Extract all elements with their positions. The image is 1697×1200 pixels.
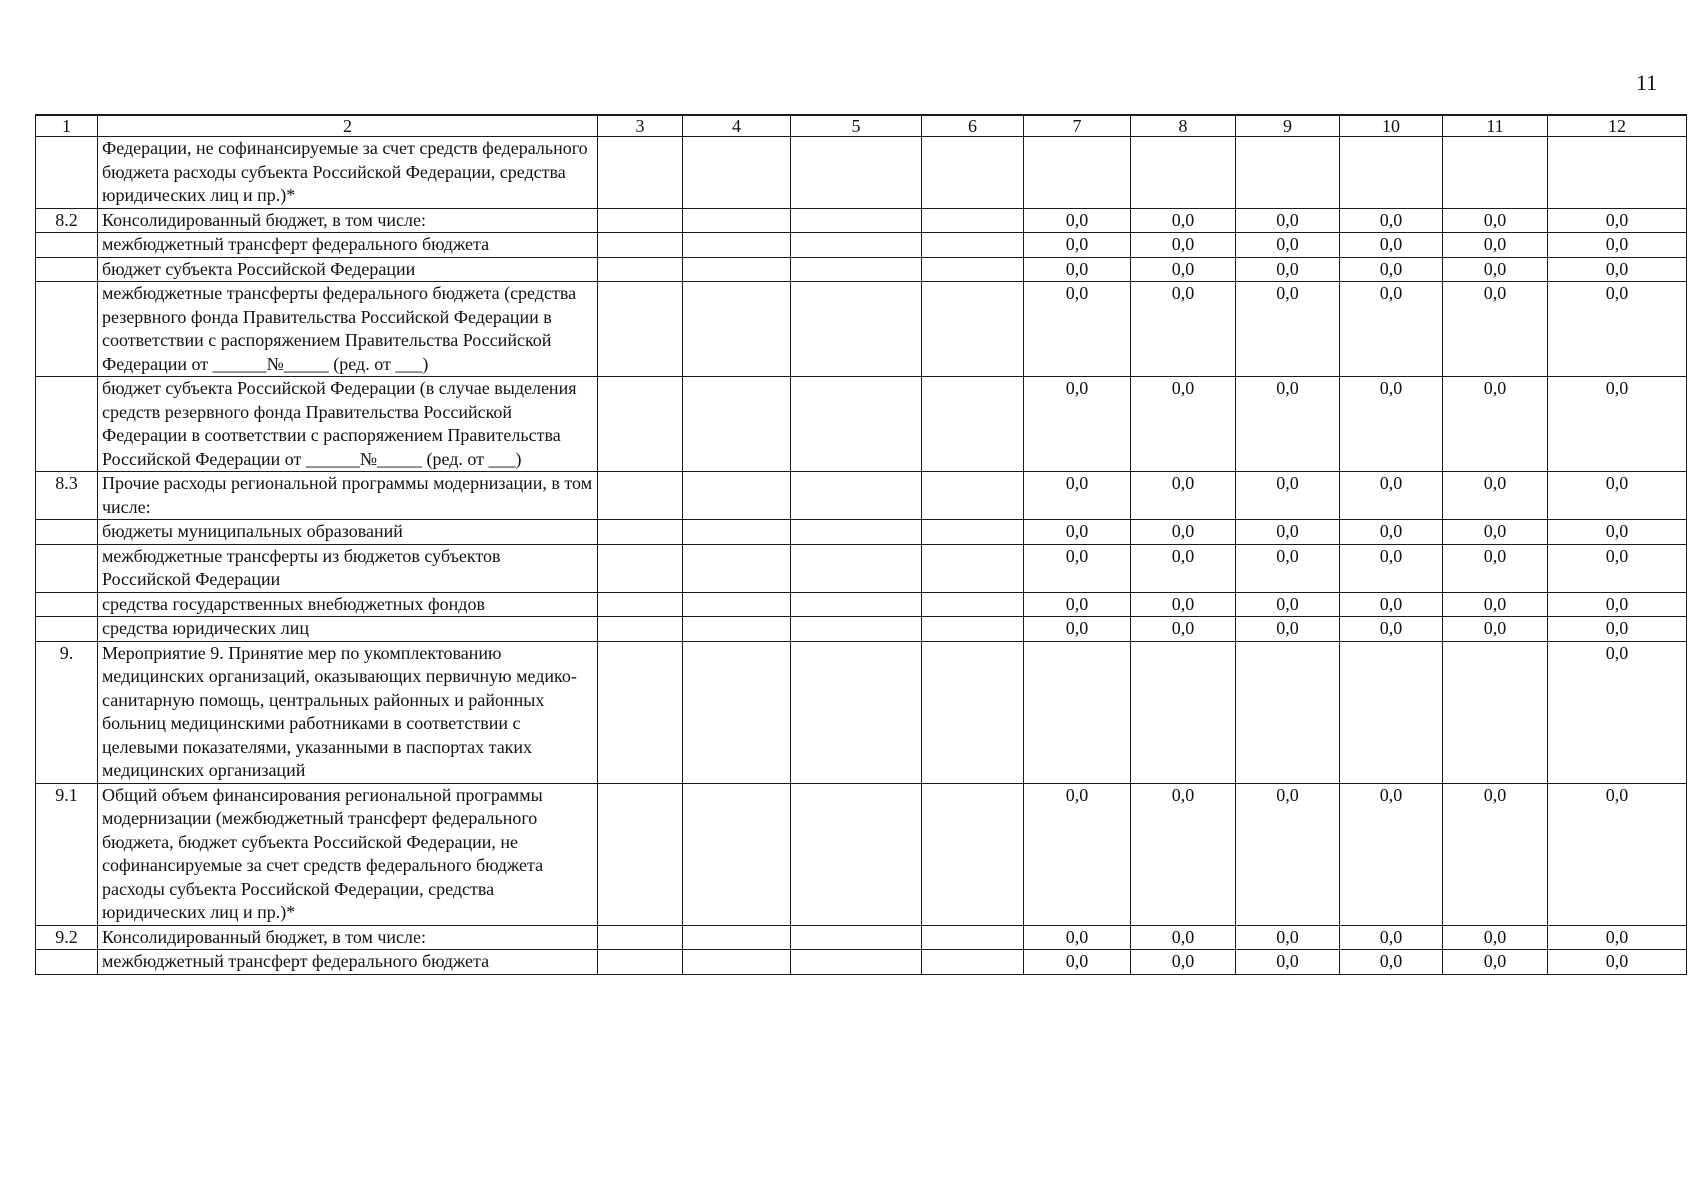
row-description: Консолидированный бюджет, в том числе: xyxy=(98,208,598,233)
table-row xyxy=(36,544,1687,592)
value-cell-col-10: 0,0 xyxy=(1340,925,1443,950)
value-cell-col-9: 0,0 xyxy=(1236,520,1340,545)
table-row xyxy=(36,208,1687,233)
value-cell-col-12 xyxy=(1548,137,1687,209)
value-cell-col-12: 0,0 xyxy=(1548,377,1687,472)
value-cell-col-5 xyxy=(791,282,922,377)
value-cell-col-4 xyxy=(683,950,791,975)
row-description: межбюджетные трансферты из бюджетов субъектов Российской Федерации xyxy=(98,544,598,592)
value-cell-col-8: 0,0 xyxy=(1131,208,1236,233)
value-cell-col-11: 0,0 xyxy=(1443,233,1548,258)
row-description: бюджет субъекта Российской Федерации (в случае выделения средств резервного фонда Правительства Российской Федерации в соответствии с распоряжением Правительства Российской Федерации от ______№_____ (ред. от ___) xyxy=(98,377,598,472)
value-cell-col-7: 0,0 xyxy=(1024,592,1131,617)
table-row xyxy=(36,520,1687,545)
value-cell-col-10: 0,0 xyxy=(1340,282,1443,377)
value-cell-col-9 xyxy=(1236,641,1340,783)
column-header-11: 11 xyxy=(1443,115,1548,137)
value-cell-col-5 xyxy=(791,592,922,617)
value-cell-col-7: 0,0 xyxy=(1024,472,1131,520)
value-cell-col-11: 0,0 xyxy=(1443,208,1548,233)
value-cell-col-8 xyxy=(1131,137,1236,209)
column-header-8: 8 xyxy=(1131,115,1236,137)
value-cell-col-6 xyxy=(922,950,1024,975)
value-cell-col-5 xyxy=(791,520,922,545)
row-description: межбюджетный трансферт федерального бюджета xyxy=(98,950,598,975)
table-row xyxy=(36,377,1687,472)
value-cell-col-5 xyxy=(791,472,922,520)
value-cell-col-8: 0,0 xyxy=(1131,377,1236,472)
value-cell-col-10: 0,0 xyxy=(1340,208,1443,233)
row-number: 8.3 xyxy=(36,472,98,520)
column-header-3: 3 xyxy=(598,115,683,137)
row-description: бюджеты муниципальных образований xyxy=(98,520,598,545)
value-cell-col-12: 0,0 xyxy=(1548,472,1687,520)
value-cell-col-6 xyxy=(922,137,1024,209)
row-number: 9. xyxy=(36,641,98,783)
row-number xyxy=(36,950,98,975)
value-cell-col-3 xyxy=(598,617,683,642)
value-cell-col-8: 0,0 xyxy=(1131,592,1236,617)
value-cell-col-12: 0,0 xyxy=(1548,783,1687,925)
value-cell-col-4 xyxy=(683,257,791,282)
table-row xyxy=(36,282,1687,377)
column-header-6: 6 xyxy=(922,115,1024,137)
value-cell-col-12: 0,0 xyxy=(1548,950,1687,975)
value-cell-col-9: 0,0 xyxy=(1236,208,1340,233)
value-cell-col-7: 0,0 xyxy=(1024,233,1131,258)
column-header-1: 1 xyxy=(36,115,98,137)
row-description: средства государственных внебюджетных фондов xyxy=(98,592,598,617)
column-header-12: 12 xyxy=(1548,115,1687,137)
table-row xyxy=(36,257,1687,282)
value-cell-col-3 xyxy=(598,520,683,545)
value-cell-col-6 xyxy=(922,472,1024,520)
value-cell-col-6 xyxy=(922,282,1024,377)
value-cell-col-12: 0,0 xyxy=(1548,641,1687,783)
value-cell-col-12: 0,0 xyxy=(1548,520,1687,545)
value-cell-col-11: 0,0 xyxy=(1443,950,1548,975)
value-cell-col-11: 0,0 xyxy=(1443,472,1548,520)
value-cell-col-11: 0,0 xyxy=(1443,520,1548,545)
row-number xyxy=(36,377,98,472)
value-cell-col-8 xyxy=(1131,641,1236,783)
value-cell-col-10 xyxy=(1340,641,1443,783)
value-cell-col-9: 0,0 xyxy=(1236,783,1340,925)
value-cell-col-3 xyxy=(598,208,683,233)
value-cell-col-11 xyxy=(1443,641,1548,783)
value-cell-col-11: 0,0 xyxy=(1443,377,1548,472)
value-cell-col-6 xyxy=(922,208,1024,233)
value-cell-col-3 xyxy=(598,377,683,472)
value-cell-col-9: 0,0 xyxy=(1236,617,1340,642)
value-cell-col-7: 0,0 xyxy=(1024,282,1131,377)
value-cell-col-3 xyxy=(598,257,683,282)
value-cell-col-4 xyxy=(683,137,791,209)
value-cell-col-4 xyxy=(683,208,791,233)
table-row xyxy=(36,617,1687,642)
value-cell-col-4 xyxy=(683,925,791,950)
value-cell-col-12: 0,0 xyxy=(1548,617,1687,642)
value-cell-col-9: 0,0 xyxy=(1236,233,1340,258)
value-cell-col-9: 0,0 xyxy=(1236,257,1340,282)
value-cell-col-5 xyxy=(791,544,922,592)
row-number xyxy=(36,520,98,545)
value-cell-col-12: 0,0 xyxy=(1548,925,1687,950)
value-cell-col-9: 0,0 xyxy=(1236,950,1340,975)
row-description: Консолидированный бюджет, в том числе: xyxy=(98,925,598,950)
value-cell-col-12: 0,0 xyxy=(1548,257,1687,282)
value-cell-col-8: 0,0 xyxy=(1131,472,1236,520)
value-cell-col-8: 0,0 xyxy=(1131,544,1236,592)
value-cell-col-4 xyxy=(683,282,791,377)
value-cell-col-10: 0,0 xyxy=(1340,544,1443,592)
value-cell-col-3 xyxy=(598,592,683,617)
value-cell-col-4 xyxy=(683,377,791,472)
value-cell-col-6 xyxy=(922,544,1024,592)
row-description: межбюджетный трансферт федерального бюджета xyxy=(98,233,598,258)
row-number xyxy=(36,544,98,592)
value-cell-col-7: 0,0 xyxy=(1024,377,1131,472)
value-cell-col-10: 0,0 xyxy=(1340,377,1443,472)
row-number xyxy=(36,592,98,617)
value-cell-col-4 xyxy=(683,592,791,617)
column-header-10: 10 xyxy=(1340,115,1443,137)
column-header-7: 7 xyxy=(1024,115,1131,137)
table-row xyxy=(36,233,1687,258)
value-cell-col-5 xyxy=(791,257,922,282)
value-cell-col-5 xyxy=(791,783,922,925)
value-cell-col-9: 0,0 xyxy=(1236,925,1340,950)
value-cell-col-6 xyxy=(922,520,1024,545)
value-cell-col-5 xyxy=(791,925,922,950)
row-description: Прочие расходы региональной программы модернизации, в том числе: xyxy=(98,472,598,520)
value-cell-col-3 xyxy=(598,641,683,783)
value-cell-col-4 xyxy=(683,783,791,925)
table-row xyxy=(36,925,1687,950)
value-cell-col-6 xyxy=(922,617,1024,642)
value-cell-col-7 xyxy=(1024,641,1131,783)
value-cell-col-6 xyxy=(922,925,1024,950)
column-header-2: 2 xyxy=(98,115,598,137)
value-cell-col-5 xyxy=(791,233,922,258)
table-row xyxy=(36,592,1687,617)
value-cell-col-8: 0,0 xyxy=(1131,520,1236,545)
row-number xyxy=(36,617,98,642)
value-cell-col-5 xyxy=(791,641,922,783)
value-cell-col-9: 0,0 xyxy=(1236,472,1340,520)
value-cell-col-7: 0,0 xyxy=(1024,617,1131,642)
column-header-5: 5 xyxy=(791,115,922,137)
value-cell-col-6 xyxy=(922,641,1024,783)
value-cell-col-5 xyxy=(791,137,922,209)
table-row xyxy=(36,137,1687,209)
value-cell-col-11: 0,0 xyxy=(1443,544,1548,592)
value-cell-col-6 xyxy=(922,257,1024,282)
value-cell-col-12: 0,0 xyxy=(1548,208,1687,233)
value-cell-col-9: 0,0 xyxy=(1236,282,1340,377)
value-cell-col-5 xyxy=(791,377,922,472)
value-cell-col-3 xyxy=(598,233,683,258)
value-cell-col-11: 0,0 xyxy=(1443,257,1548,282)
value-cell-col-11 xyxy=(1443,137,1548,209)
value-cell-col-6 xyxy=(922,783,1024,925)
value-cell-col-6 xyxy=(922,233,1024,258)
column-header-9: 9 xyxy=(1236,115,1340,137)
value-cell-col-12: 0,0 xyxy=(1548,233,1687,258)
value-cell-col-4 xyxy=(683,233,791,258)
value-cell-col-10: 0,0 xyxy=(1340,472,1443,520)
value-cell-col-11: 0,0 xyxy=(1443,617,1548,642)
value-cell-col-12: 0,0 xyxy=(1548,544,1687,592)
value-cell-col-8: 0,0 xyxy=(1131,257,1236,282)
value-cell-col-3 xyxy=(598,544,683,592)
value-cell-col-5 xyxy=(791,617,922,642)
value-cell-col-8: 0,0 xyxy=(1131,617,1236,642)
value-cell-col-4 xyxy=(683,472,791,520)
value-cell-col-3 xyxy=(598,783,683,925)
value-cell-col-11: 0,0 xyxy=(1443,282,1548,377)
value-cell-col-7: 0,0 xyxy=(1024,257,1131,282)
financing-table xyxy=(35,114,1687,975)
value-cell-col-10: 0,0 xyxy=(1340,592,1443,617)
row-number: 9.1 xyxy=(36,783,98,925)
value-cell-col-5 xyxy=(791,208,922,233)
value-cell-col-10: 0,0 xyxy=(1340,257,1443,282)
value-cell-col-3 xyxy=(598,137,683,209)
table-row xyxy=(36,783,1687,925)
value-cell-col-3 xyxy=(598,925,683,950)
value-cell-col-10: 0,0 xyxy=(1340,783,1443,925)
value-cell-col-8: 0,0 xyxy=(1131,233,1236,258)
value-cell-col-10: 0,0 xyxy=(1340,617,1443,642)
row-description: бюджет субъекта Российской Федерации xyxy=(98,257,598,282)
row-number: 9.2 xyxy=(36,925,98,950)
value-cell-col-7: 0,0 xyxy=(1024,208,1131,233)
value-cell-col-3 xyxy=(598,282,683,377)
value-cell-col-7: 0,0 xyxy=(1024,520,1131,545)
value-cell-col-7: 0,0 xyxy=(1024,925,1131,950)
row-number xyxy=(36,257,98,282)
value-cell-col-4 xyxy=(683,641,791,783)
value-cell-col-9: 0,0 xyxy=(1236,592,1340,617)
row-number xyxy=(36,137,98,209)
value-cell-col-11: 0,0 xyxy=(1443,783,1548,925)
row-number: 8.2 xyxy=(36,208,98,233)
value-cell-col-8: 0,0 xyxy=(1131,282,1236,377)
row-description: Федерации, не софинансируемые за счет средств федерального бюджета расходы субъекта Российской Федерации, средства юридических лиц и пр.)* xyxy=(98,137,598,209)
row-number xyxy=(36,233,98,258)
table-body xyxy=(36,115,1687,974)
table-row xyxy=(36,641,1687,783)
table-row xyxy=(36,472,1687,520)
value-cell-col-10 xyxy=(1340,137,1443,209)
value-cell-col-6 xyxy=(922,592,1024,617)
row-description: Мероприятие 9. Принятие мер по укомплектованию медицинских организаций, оказывающих первичную медико-санитарную помощь, центральных районных и районных больниц медицинскими работниками в соответствии с целевыми показателями, указанными в паспортах таких медицинских организаций xyxy=(98,641,598,783)
value-cell-col-12: 0,0 xyxy=(1548,592,1687,617)
value-cell-col-12: 0,0 xyxy=(1548,282,1687,377)
value-cell-col-8: 0,0 xyxy=(1131,925,1236,950)
value-cell-col-6 xyxy=(922,377,1024,472)
value-cell-col-11: 0,0 xyxy=(1443,925,1548,950)
value-cell-col-4 xyxy=(683,617,791,642)
value-cell-col-11: 0,0 xyxy=(1443,592,1548,617)
value-cell-col-9: 0,0 xyxy=(1236,544,1340,592)
value-cell-col-7 xyxy=(1024,137,1131,209)
page-number: 11 xyxy=(1636,70,1658,95)
row-description: межбюджетные трансферты федерального бюджета (средства резервного фонда Правительства Российской Федерации в соответствии с распоряжением Правительства Российской Федерации от ______№_____ (ред. от ___) xyxy=(98,282,598,377)
value-cell-col-10: 0,0 xyxy=(1340,233,1443,258)
value-cell-col-4 xyxy=(683,544,791,592)
value-cell-col-10: 0,0 xyxy=(1340,950,1443,975)
value-cell-col-8: 0,0 xyxy=(1131,950,1236,975)
value-cell-col-7: 0,0 xyxy=(1024,950,1131,975)
header-row xyxy=(36,115,1687,137)
table-row xyxy=(36,950,1687,975)
value-cell-col-7: 0,0 xyxy=(1024,544,1131,592)
value-cell-col-7: 0,0 xyxy=(1024,783,1131,925)
value-cell-col-5 xyxy=(791,950,922,975)
row-description: Общий объем финансирования региональной программы модернизации (межбюджетный трансферт федерального бюджета, бюджет субъекта Российской Федерации, не софинансируемые за счет средств федерального бюджета расходы субъекта Российской Федерации, средства юридических лиц и пр.)* xyxy=(98,783,598,925)
value-cell-col-10: 0,0 xyxy=(1340,520,1443,545)
column-header-4: 4 xyxy=(683,115,791,137)
value-cell-col-3 xyxy=(598,472,683,520)
value-cell-col-3 xyxy=(598,950,683,975)
row-description: средства юридических лиц xyxy=(98,617,598,642)
value-cell-col-8: 0,0 xyxy=(1131,783,1236,925)
value-cell-col-9 xyxy=(1236,137,1340,209)
value-cell-col-4 xyxy=(683,520,791,545)
value-cell-col-9: 0,0 xyxy=(1236,377,1340,472)
row-number xyxy=(36,282,98,377)
